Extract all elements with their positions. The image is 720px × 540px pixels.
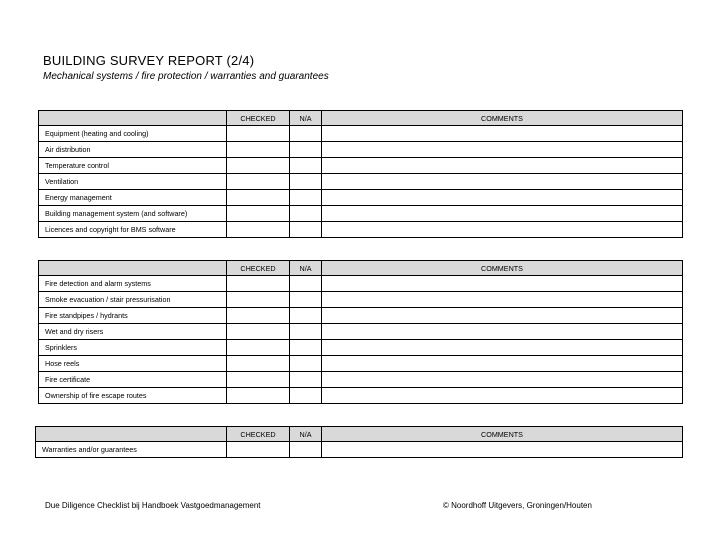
- row-label: Fire detection and alarm systems: [39, 276, 227, 292]
- comments-cell[interactable]: [322, 126, 683, 142]
- footer-source: Due Diligence Checklist bij Handboek Vastgoedmanagement: [45, 501, 261, 510]
- row-label: Licences and copyright for BMS software: [39, 222, 227, 238]
- warranties-table: [35, 426, 683, 458]
- comments-cell[interactable]: [322, 190, 683, 206]
- checked-column-header: CHECKED: [227, 427, 290, 442]
- na-column-header: N/A: [290, 111, 322, 126]
- table-row: [36, 442, 683, 458]
- header-blank-cell: [36, 427, 227, 442]
- checked-cell[interactable]: [227, 142, 290, 158]
- comments-column-header: COMMENTS: [322, 111, 683, 126]
- page-title: BUILDING SURVEY REPORT (2/4): [43, 53, 255, 68]
- table-row: [39, 292, 683, 308]
- row-label: Sprinklers: [39, 340, 227, 356]
- table-row: [39, 372, 683, 388]
- na-cell[interactable]: [290, 324, 322, 340]
- checked-cell[interactable]: [227, 442, 290, 458]
- checked-column-header: CHECKED: [227, 261, 290, 276]
- checked-cell[interactable]: [227, 372, 290, 388]
- checked-cell[interactable]: [227, 340, 290, 356]
- row-label: Ventilation: [39, 174, 227, 190]
- checked-cell[interactable]: [227, 126, 290, 142]
- na-cell[interactable]: [290, 126, 322, 142]
- table-row: [39, 158, 683, 174]
- table-row: [39, 356, 683, 372]
- checked-cell[interactable]: [227, 308, 290, 324]
- na-cell[interactable]: [290, 222, 322, 238]
- comments-cell[interactable]: [322, 206, 683, 222]
- na-cell[interactable]: [290, 206, 322, 222]
- checked-cell[interactable]: [227, 356, 290, 372]
- row-label: Air distribution: [39, 142, 227, 158]
- checked-cell[interactable]: [227, 174, 290, 190]
- comments-cell[interactable]: [322, 292, 683, 308]
- na-cell[interactable]: [290, 388, 322, 404]
- na-cell[interactable]: [290, 174, 322, 190]
- comments-cell[interactable]: [322, 308, 683, 324]
- row-label: Hose reels: [39, 356, 227, 372]
- footer-copyright: © Noordhoff Uitgevers, Groningen/Houten: [443, 501, 592, 510]
- comments-cell[interactable]: [322, 222, 683, 238]
- table-row: [39, 142, 683, 158]
- table-header-row: [39, 261, 683, 276]
- comments-cell[interactable]: [322, 276, 683, 292]
- row-label: Equipment (heating and cooling): [39, 126, 227, 142]
- row-label: Wet and dry risers: [39, 324, 227, 340]
- comments-cell[interactable]: [322, 372, 683, 388]
- table-row: [39, 388, 683, 404]
- comments-cell[interactable]: [322, 324, 683, 340]
- table-row: [39, 340, 683, 356]
- na-cell[interactable]: [290, 356, 322, 372]
- checked-cell[interactable]: [227, 276, 290, 292]
- comments-column-header: COMMENTS: [322, 261, 683, 276]
- checked-cell[interactable]: [227, 206, 290, 222]
- na-cell[interactable]: [290, 158, 322, 174]
- checked-cell[interactable]: [227, 158, 290, 174]
- table-header-row: [39, 111, 683, 126]
- comments-cell[interactable]: [322, 158, 683, 174]
- checked-cell[interactable]: [227, 292, 290, 308]
- na-cell[interactable]: [290, 276, 322, 292]
- page-subtitle: Mechanical systems / fire protection / warranties and guarantees: [43, 71, 329, 82]
- comments-column-header: COMMENTS: [322, 427, 683, 442]
- na-cell[interactable]: [290, 442, 322, 458]
- row-label: Warranties and/or guarantees: [36, 442, 227, 458]
- checked-cell[interactable]: [227, 222, 290, 238]
- na-cell[interactable]: [290, 292, 322, 308]
- na-column-header: N/A: [290, 427, 322, 442]
- table-row: [39, 174, 683, 190]
- na-cell[interactable]: [290, 372, 322, 388]
- comments-cell[interactable]: [322, 442, 683, 458]
- checked-cell[interactable]: [227, 190, 290, 206]
- table-row: [39, 206, 683, 222]
- na-cell[interactable]: [290, 190, 322, 206]
- table-row: [39, 276, 683, 292]
- row-label: Fire standpipes / hydrants: [39, 308, 227, 324]
- row-label: Fire certificate: [39, 372, 227, 388]
- comments-cell[interactable]: [322, 142, 683, 158]
- checked-cell[interactable]: [227, 388, 290, 404]
- header-blank-cell: [39, 111, 227, 126]
- checked-column-header: CHECKED: [227, 111, 290, 126]
- header-blank-cell: [39, 261, 227, 276]
- comments-cell[interactable]: [322, 174, 683, 190]
- na-cell[interactable]: [290, 142, 322, 158]
- comments-cell[interactable]: [322, 340, 683, 356]
- table-row: [39, 126, 683, 142]
- row-label: Energy management: [39, 190, 227, 206]
- checked-cell[interactable]: [227, 324, 290, 340]
- table-row: [39, 308, 683, 324]
- row-label: Ownership of fire escape routes: [39, 388, 227, 404]
- na-cell[interactable]: [290, 340, 322, 356]
- table-row: [39, 222, 683, 238]
- table-header-row: [36, 427, 683, 442]
- comments-cell[interactable]: [322, 388, 683, 404]
- row-label: Temperature control: [39, 158, 227, 174]
- comments-cell[interactable]: [322, 356, 683, 372]
- na-column-header: N/A: [290, 261, 322, 276]
- row-label: Building management system (and software): [39, 206, 227, 222]
- table-row: [39, 190, 683, 206]
- row-label: Smoke evacuation / stair pressurisation: [39, 292, 227, 308]
- table-row: [39, 324, 683, 340]
- mechanical-systems-table: [38, 110, 683, 238]
- fire-protection-table: [38, 260, 683, 404]
- na-cell[interactable]: [290, 308, 322, 324]
